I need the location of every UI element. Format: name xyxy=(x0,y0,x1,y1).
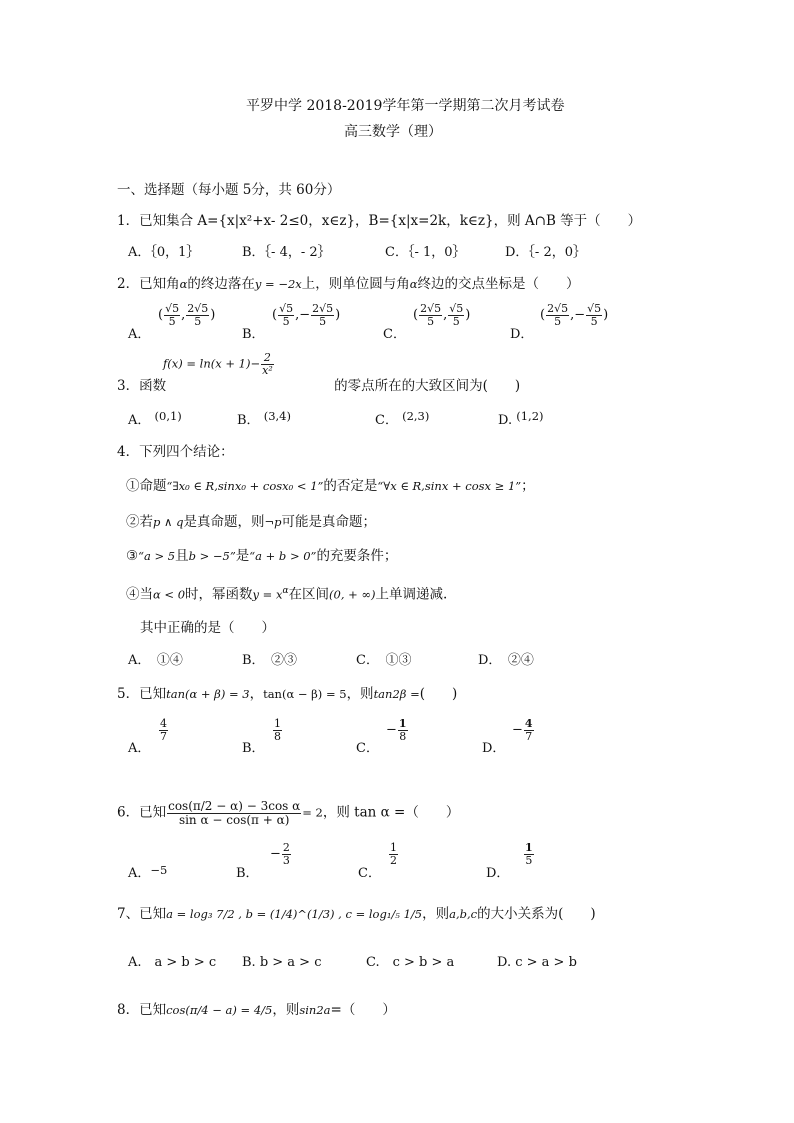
q3-text-a: 3．函数 xyxy=(117,378,167,394)
q7-expression: a = log₃ 7/2 , b = (1/4)^(1/3) , c = log₁/₅ 1/5 xyxy=(166,907,423,921)
q5-option-d-label: D． xyxy=(482,741,506,756)
q2-option-c-label: C． xyxy=(383,327,406,342)
q5-option-c-value: − $\frac{1}{8}$ xyxy=(386,717,407,743)
q6-option-c-label: C． xyxy=(358,866,381,881)
q6-option-b-label: B． xyxy=(236,866,259,881)
q4-statement-1: ①命题“∃x₀ ∈ R,sinx₀ + cosx₀ < 1”的否定是“∀x ∈ R,sinx + cosx ≥ 1”； xyxy=(126,478,535,494)
q1-option-b: B．｛- 4，- 2｝ xyxy=(242,245,331,260)
q7-option-b: B. b > a > c xyxy=(242,955,322,970)
q7-option-c: C. c > b > a xyxy=(366,955,455,970)
q1-option-d: D．｛- 2，0｝ xyxy=(505,245,586,260)
q3-text-b: 的零点所在的大致区间为( ) xyxy=(334,378,521,394)
q2-text-c: 上，则单位圆与角 xyxy=(301,276,410,292)
q3-function-text: f(x) = ln(x + 1)− xyxy=(163,356,261,371)
q4-statement-4: ④当α < 0时，幂函数$y = x^\alpha$在区间(0, + ∞)上单调递减. xyxy=(126,586,448,603)
q5-option-b-label: B． xyxy=(242,741,265,756)
q3-function xyxy=(163,352,275,376)
q6-option-d-value: $\frac{1}{5}$ xyxy=(525,841,533,867)
q5-option-a-label: A． xyxy=(128,741,151,756)
exam-subtitle: 高三数学（理） xyxy=(344,124,442,140)
q2-option-d-label: D． xyxy=(510,327,534,342)
q1-option-a: A．｛0，1｝ xyxy=(128,245,200,260)
q2-text-a: 2．已知角 xyxy=(117,276,180,292)
q6-option-a: A．−5 xyxy=(128,863,168,881)
q2-text-d: 终边的交点坐标是（ ） xyxy=(417,276,580,292)
q2-option-c-value: ( $\frac{2√5}{5}$ , $\frac{√5}{5}$ ) xyxy=(413,302,471,328)
q3-option-c: C． (2,3) xyxy=(375,409,430,428)
q4-statement-3: ③“a > 5且b > −5”是“a + b > 0”的充要条件； xyxy=(126,548,398,564)
q6-option-d-label: D． xyxy=(486,866,510,881)
q6-denominator: sin α − cos(π + α) xyxy=(178,812,290,827)
q2-option-a-label: A． xyxy=(128,327,151,342)
q4-option-c: C． ①③ xyxy=(356,653,412,668)
q4-statement-2: ②若p ∧ q是真命题，则¬p可能是真命题； xyxy=(126,514,376,530)
q2-line-equation: y = −2x xyxy=(254,277,302,291)
q4-ask: 其中正确的是（ ） xyxy=(140,620,275,636)
q1-option-c: C．｛- 1，0｝ xyxy=(385,245,466,260)
question-5-stem: 5．已知tan(α + β) = 3，tan(α − β) = 5，则tan2β =( ) xyxy=(117,686,458,702)
exam-title: 平罗中学 2018-2019学年第一学期第二次月考试卷 xyxy=(246,98,565,114)
q6-option-b-value: − $\frac{2}{3}$ xyxy=(270,841,290,867)
question-7-stem: 7、已知a = log₃ 7/2 , b = (1/4)^(1/3) , c = log₁/₅ 1/5，则a,b,c的大小关系为( ) xyxy=(117,906,596,922)
q4-option-b: B． ②③ xyxy=(242,653,298,668)
q7-option-d: D. c > a > b xyxy=(497,955,577,970)
question-3-stem xyxy=(117,380,520,394)
q6-numerator: cos(π/2 − α) − 3cos α xyxy=(168,799,301,813)
q2-option-b-value: ( $\frac{√5}{5}$ ,− $\frac{2√5}{5}$ ) xyxy=(272,302,341,328)
q8-condition: cos(π/4 − a) = 4/5 xyxy=(166,1003,273,1017)
question-8-stem: 8．已知cos(π/4 − a) = 4/5，则sin2a=（ ） xyxy=(117,1002,396,1018)
question-1-stem: 1．已知集合 A={x|x²+x- 2≤0，x∈z}，B={x|x=2k，k∈z}，则 A∩B 等于（ ） xyxy=(117,213,642,229)
q4-option-d: D． ②④ xyxy=(478,653,534,668)
q3-denominator: x² xyxy=(262,363,273,377)
q3-option-b: B． (3,4) xyxy=(237,409,291,428)
q3-option-d: D. (1,2) xyxy=(498,409,544,428)
q5-option-c-label: C． xyxy=(356,741,379,756)
q2-text-b: 的终边落在 xyxy=(187,276,255,292)
q5-option-a-value: $\frac{4}{7}$ xyxy=(160,717,167,743)
q2-option-a-value: ( $\frac{√5}{5}$ , $\frac{2√5}{5}$ ) xyxy=(158,302,216,328)
q3-numerator: 2 xyxy=(261,352,274,365)
q2-option-d-value: ( $\frac{2√5}{5}$ ,− $\frac{√5}{5}$ ) xyxy=(540,302,609,328)
q4-option-a: A． ①④ xyxy=(128,653,183,668)
q2-alpha-2: α xyxy=(409,277,418,291)
q5-option-d-value: − $\frac{4}{7}$ xyxy=(512,717,533,743)
q7-option-a: A. a > b > c xyxy=(128,955,217,970)
question-4-stem: 4．下列四个结论： xyxy=(117,444,234,460)
question-2-stem xyxy=(117,278,580,292)
q6-option-c-value: $\frac{1}{2}$ xyxy=(390,841,397,867)
q2-option-b-label: B． xyxy=(242,327,265,342)
q5-option-b-value: $\frac{1}{8}$ xyxy=(274,717,281,743)
section-heading: 一、选择题（每小题 5分，共 60分） xyxy=(117,182,341,198)
q3-option-a: A． (0,1) xyxy=(128,409,182,428)
question-6-stem: 6．已知 $\frac{\text{cos(π/2 − α) − 3cos α}}{\text{sin α − cos(π + α)}}$ = 2，则 tan α =（ ） xyxy=(117,799,460,827)
q2-alpha: α xyxy=(179,277,188,291)
